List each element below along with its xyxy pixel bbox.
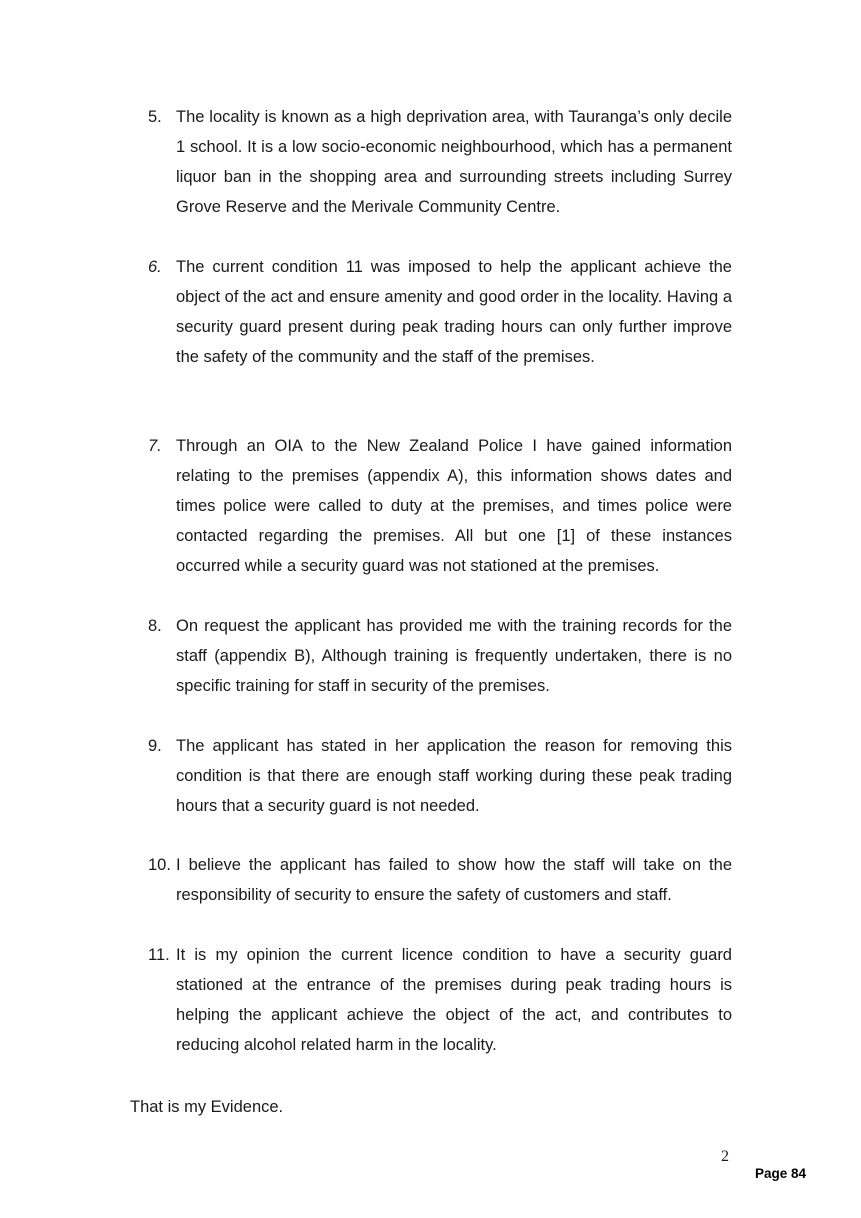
paragraph-number: 9. — [148, 737, 162, 755]
paragraph-11 — [148, 940, 732, 1060]
paragraph-number: 11. — [148, 946, 170, 964]
page-label: Page 84 — [755, 1166, 807, 1181]
paragraph-10 — [148, 850, 732, 910]
paragraph-number: 8. — [148, 617, 162, 635]
document-page-number: 2 — [721, 1148, 729, 1165]
paragraph-number: 7. — [148, 437, 162, 455]
paragraph-text: The locality is known as a high deprivation area, with Tauranga’s only decile 1 school. It is a low socio-economic neighbourhood, which has a permanent liquor ban in the shopping area and surrounding streets including Surrey Grove Reserve and the Merivale Community Centre. — [176, 108, 732, 216]
paragraph-text: It is my opinion the current licence condition to have a security guard stationed at the entrance of the premises during peak trading hours is helping the applicant achieve the object of the act, and contributes to reducing alcohol related harm in the locality. — [176, 946, 732, 1054]
paragraph-5 — [148, 102, 732, 222]
paragraph-8 — [148, 611, 732, 701]
paragraph-6 — [148, 252, 732, 372]
paragraph-text: Through an OIA to the New Zealand Police I have gained information relating to the premises (appendix A), this information shows dates and times police were called to duty at the premises, and times police were contacted regarding the premises. All but one [1] of these instances occurred while a security guard was not stationed at the premises. — [176, 437, 732, 575]
paragraph-text: The current condition 11 was imposed to help the applicant achieve the object of the act and ensure amenity and good order in the locality. Having a security guard present during peak trading hours can only further improve the safety of the community and the staff of the premises. — [176, 258, 732, 366]
paragraph-text: I believe the applicant has failed to show how the staff will take on the responsibility of security to ensure the safety of customers and staff. — [176, 856, 732, 904]
paragraph-text: On request the applicant has provided me with the training records for the staff (appendix B), Although training is frequently undertaken, there is no specific training for staff in security of the premises. — [176, 617, 732, 695]
closing-statement: That is my Evidence. — [130, 1098, 284, 1116]
paragraph-number: 10. — [148, 856, 171, 874]
paragraph-text: The applicant has stated in her application the reason for removing this condition is that there are enough staff working during these peak trading hours that a security guard is not needed. — [176, 737, 732, 815]
paragraph-9 — [148, 731, 732, 821]
paragraph-number: 6. — [148, 258, 162, 276]
paragraph-number: 5. — [148, 108, 162, 126]
paragraph-7 — [148, 431, 732, 581]
